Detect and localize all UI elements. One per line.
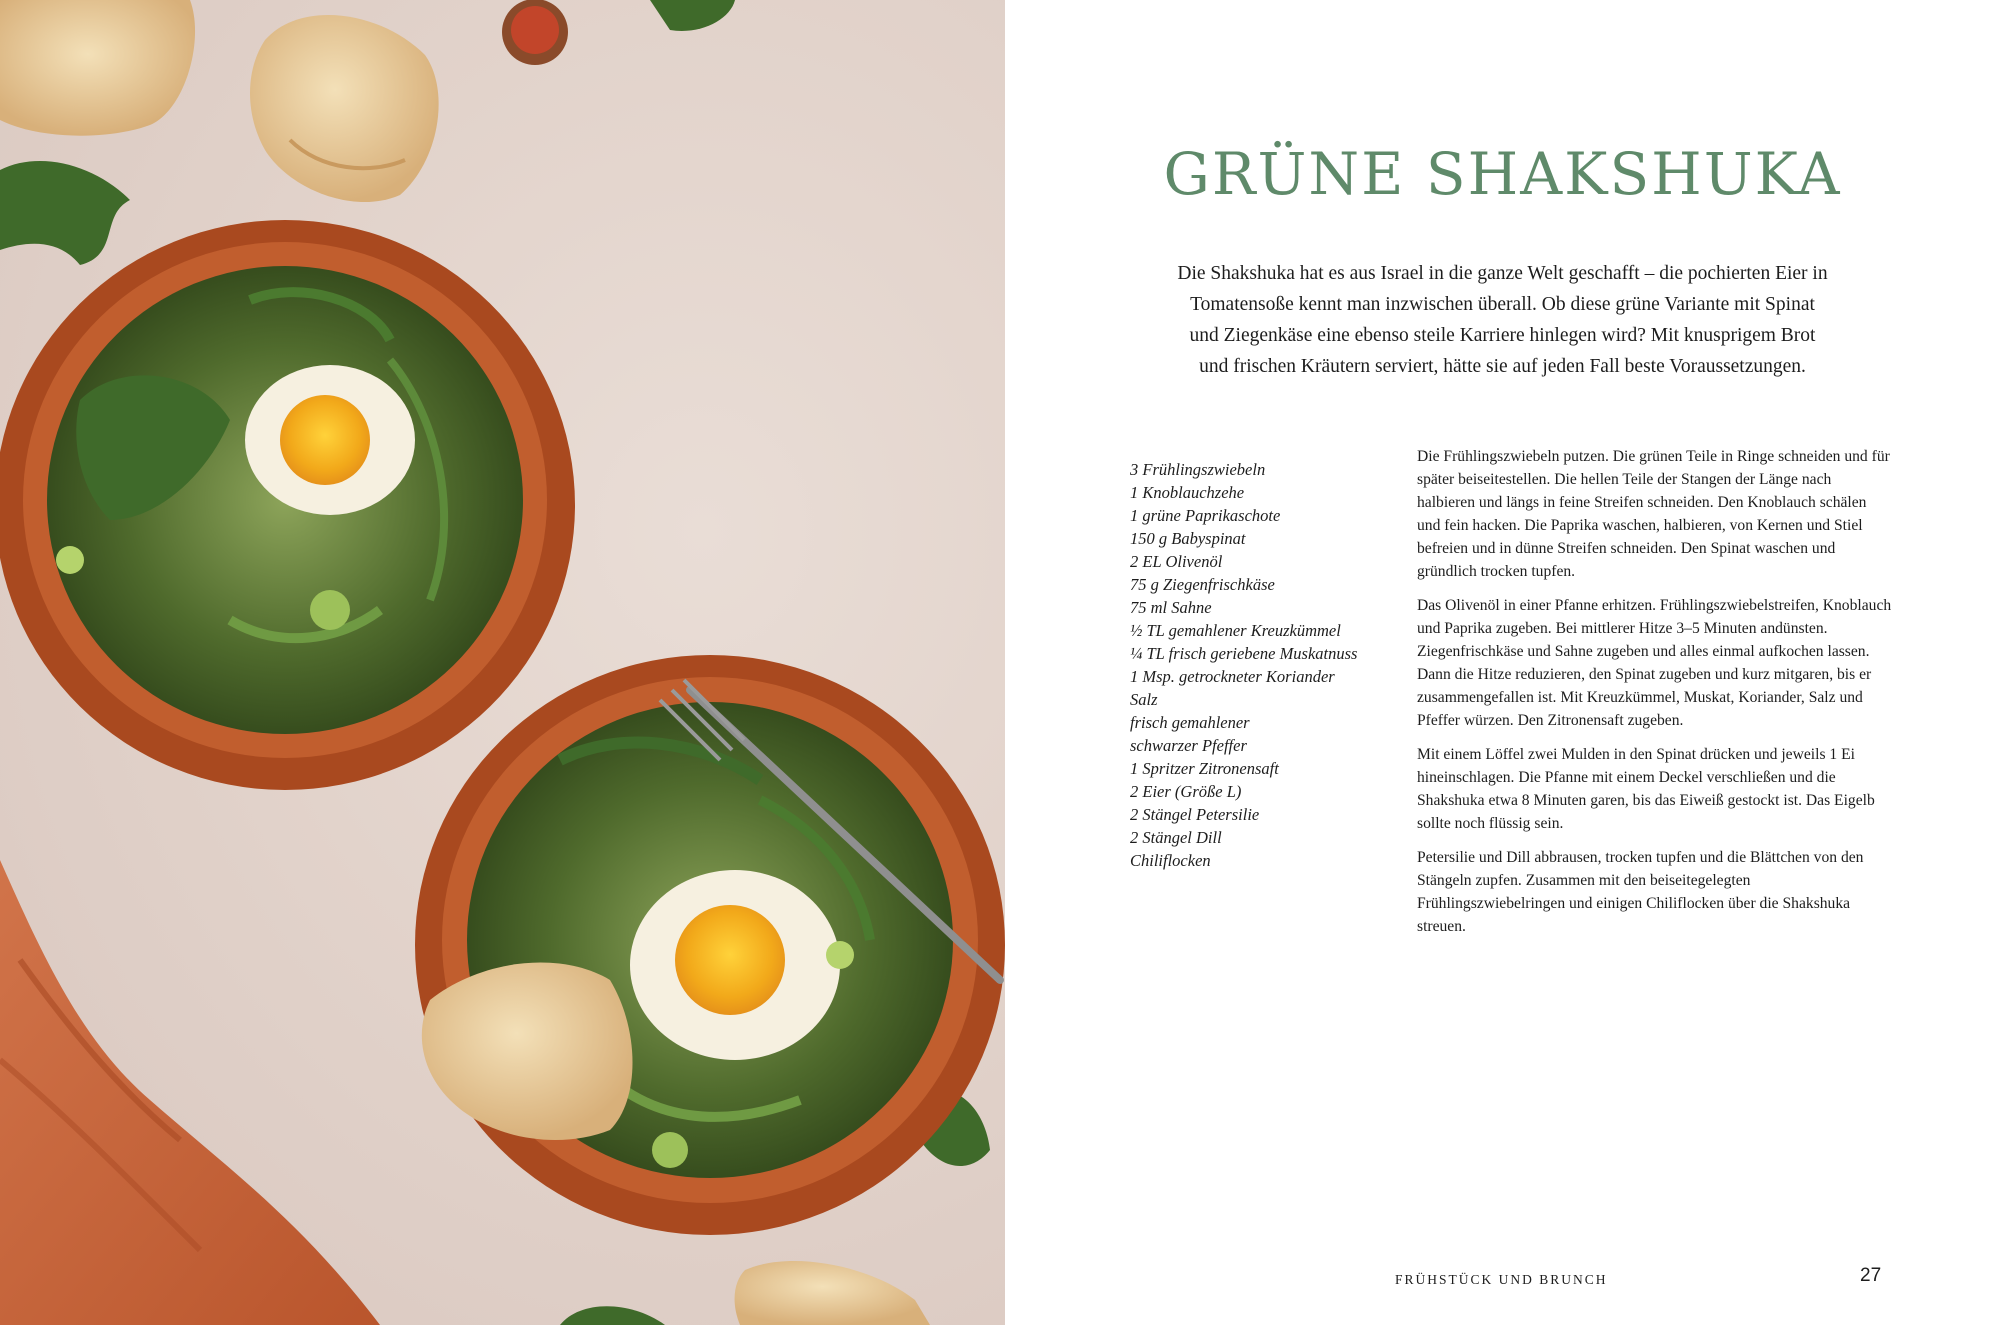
bowl-top	[0, 220, 575, 790]
ingredient-item: ½ TL gemahlener Kreuzkümmel	[1130, 621, 1341, 640]
bowl-bottom	[415, 655, 1005, 1235]
ingredient-item: 1 Knoblauchzehe	[1130, 483, 1245, 502]
orange-napkin	[0, 860, 380, 1325]
ingredient-item: Chiliflocken	[1130, 851, 1211, 870]
recipe-page	[1005, 0, 2000, 1325]
ingredient-item: frisch gemahlener	[1130, 713, 1250, 732]
ingredient-item: 1 grüne Paprikaschote	[1130, 506, 1281, 525]
page-number: 27	[1860, 1265, 1882, 1286]
ingredient-item: 1 Msp. getrockneter Koriander	[1130, 667, 1335, 686]
bread-top-left	[0, 0, 195, 136]
ingredient-item: 75 g Ziegenfrischkäse	[1130, 575, 1275, 594]
ingredient-item: 1 Spritzer Zitronensaft	[1130, 759, 1279, 778]
ingredient-item: 150 g Babyspinat	[1130, 529, 1246, 548]
recipe-title: GRÜNE SHAKSHUKA	[1163, 140, 1842, 208]
ingredient-item: 2 Stängel Petersilie	[1130, 805, 1260, 824]
instruction-paragraph: Das Olivenöl in einer Pfanne erhitzen. Frühlingszwiebelstreifen, Knoblauch und Paprika zugeben. Bei mittlerer Hitze 3–5 Minuten andünsten. Ziegenfrischkäse und Sahne zugeben und alles einmal aufkochen lassen. Dann die Hitze reduzieren, den Spinat zugeben und kurz mitgaren, bis er zusammengefallen ist. Mit Kreuzkümmel, Muskat, Koriander, Salz und Pfeffer würzen. Den Zitronensaft zugeben.	[1417, 597, 1892, 729]
ingredient-item: 2 Stängel Dill	[1130, 828, 1222, 847]
recipe-instructions	[1417, 445, 1892, 949]
ingredient-item: 75 ml Sahne	[1130, 598, 1212, 617]
instruction-paragraph: Petersilie und Dill abbrausen, trocken tupfen und die Blättchen von den Stängeln zupfen. Zusammen mit den beiseitegelegten Frühlingszwiebelringen und einigen Chiliflocken über die Shakshuka streuen.	[1417, 849, 1864, 935]
bread-bottom	[735, 1261, 930, 1325]
ingredient-item: 2 Eier (Größe L)	[1130, 782, 1242, 801]
chili-flakes-bowl	[502, 0, 568, 65]
ingredient-item: Salz	[1130, 690, 1158, 709]
instruction-paragraph: Mit einem Löffel zwei Mulden in den Spinat drücken und jeweils 1 Ei hineinschlagen. Die Pfanne mit einem Deckel verschließen und die Shakshuka etwa 8 Minuten garen, bis das Eiweiß gestockt ist. Das Eigelb sollte noch flüssig sein.	[1417, 746, 1875, 832]
ingredient-item: 3 Frühlingszwiebeln	[1130, 460, 1266, 479]
instruction-paragraph: Die Frühlingszwiebeln putzen. Die grünen Teile in Ringe schneiden und für später beiseitestellen. Die hellen Teile der Stangen der Länge nach halbieren und längs in feine Streifen schneiden. Den Knoblauch schälen und fein hacken. Die Paprika waschen, halbieren, von Kernen und Stiel befreien und in dünne Streifen schneiden. Den Spinat waschen und gründlich trocken tupfen.	[1417, 448, 1890, 580]
ingredient-item: ¼ TL frisch geriebene Muskatnuss	[1130, 644, 1358, 663]
footer-section-title: FRÜHSTÜCK UND BRUNCH	[1395, 1272, 1608, 1287]
ingredient-item: schwarzer Pfeffer	[1130, 736, 1247, 755]
recipe-intro: Die Shakshuka hat es aus Israel in die ganze Welt geschafft – die pochierten Eier in Tomatensoße kennt man inzwischen überall. Ob diese grüne Variante mit Spinat und Ziegenkäse eine ebenso steile Karriere hinlegen wird? Mit knusprigem Brot und frischen Kräutern serviert, hätte sie auf jeden Fall beste Voraussetzungen.	[1177, 263, 1828, 377]
bread-top	[250, 15, 439, 202]
ingredient-item: 2 EL Olivenöl	[1130, 552, 1223, 571]
ingredient-list	[1130, 458, 1390, 872]
